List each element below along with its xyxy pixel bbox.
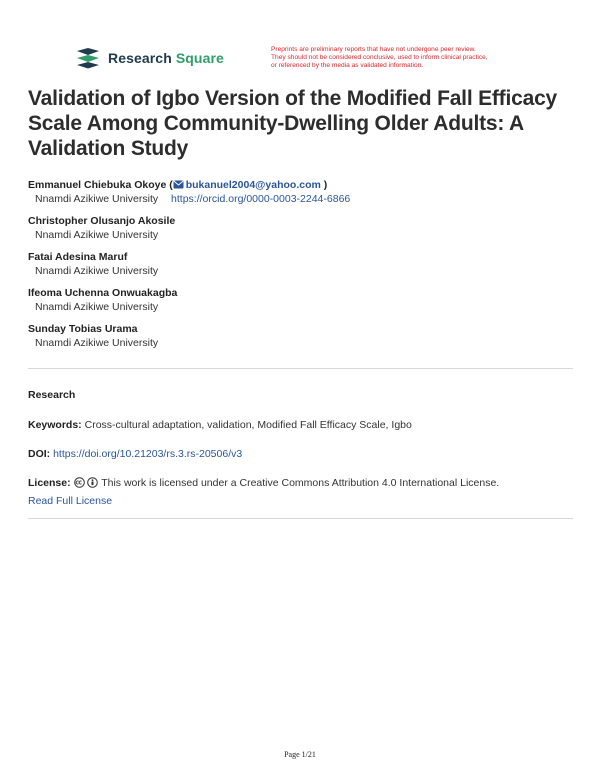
author-affiliation: Nnamdi Azikiwe University bbox=[35, 337, 159, 349]
disclaimer-line: They should not be considered conclusive, used to inform clinical practice, bbox=[271, 54, 488, 61]
author-name: Ifeoma Uchenna Onwuakagba bbox=[28, 287, 178, 299]
read-license-row bbox=[28, 494, 573, 508]
attribution-icon bbox=[87, 477, 98, 488]
doi-row bbox=[28, 447, 573, 461]
keywords-row bbox=[28, 418, 573, 432]
doi-label: DOI: bbox=[28, 448, 51, 460]
divider bbox=[28, 368, 573, 369]
divider bbox=[28, 518, 573, 519]
page-number: Page 1/21 bbox=[284, 750, 316, 759]
author-name: Sunday Tobias Urama bbox=[28, 323, 138, 335]
doi-link[interactable]: https://doi.org/10.21203/rs.3.rs-20506/v3 bbox=[53, 448, 243, 460]
research-square-logo-icon bbox=[75, 47, 101, 69]
license-row bbox=[28, 476, 573, 490]
author-name: Fatai Adesina Maruf bbox=[28, 251, 128, 263]
author-affiliation: Nnamdi Azikiwe University bbox=[35, 229, 159, 241]
preprint-disclaimer bbox=[271, 46, 536, 70]
envelope-icon bbox=[173, 180, 184, 189]
article-type-text: Research bbox=[28, 389, 76, 401]
paper-title: Validation of Igbo Version of the Modified Fall Efficacy Scale Among Community-Dwelling Older Adults: A Validation Study bbox=[28, 87, 558, 160]
author-name: Christopher Olusanjo Akosile bbox=[28, 215, 176, 227]
read-full-license-link[interactable]: Read Full License bbox=[28, 495, 113, 507]
logo-text-square: Square bbox=[175, 50, 224, 66]
author-list bbox=[28, 178, 573, 358]
license-text: This work is licensed under a Creative Commons Attribution 4.0 International License. bbox=[101, 477, 500, 489]
license-label: License: bbox=[28, 477, 71, 489]
keywords-label: Keywords: bbox=[28, 419, 82, 431]
creative-commons-icon bbox=[74, 477, 85, 488]
author-affiliation: Nnamdi Azikiwe University bbox=[35, 301, 159, 313]
affiliation-text: Nnamdi Azikiwe University bbox=[35, 193, 159, 205]
article-type bbox=[28, 388, 573, 402]
orcid-link[interactable]: https://orcid.org/0000-0003-2244-6866 bbox=[171, 193, 351, 205]
author-name bbox=[28, 178, 573, 192]
disclaimer-line: or referenced by the media as validated information. bbox=[271, 62, 424, 69]
author-email-group: ( bukanuel2004@yahoo.com ) bbox=[169, 179, 328, 191]
author-affiliation bbox=[35, 192, 573, 206]
logo-text-research: Research bbox=[108, 50, 172, 66]
author-name-text: Emmanuel Chiebuka Okoye bbox=[28, 179, 167, 191]
author-affiliation: Nnamdi Azikiwe University bbox=[35, 265, 159, 277]
author-email-link[interactable]: bukanuel2004@yahoo.com bbox=[185, 179, 321, 191]
disclaimer-line: Preprints are preliminary reports that have not undergone peer review. bbox=[271, 46, 476, 53]
keywords-text: Cross-cultural adaptation, validation, Modified Fall Efficacy Scale, Igbo bbox=[84, 419, 412, 431]
logo-text bbox=[108, 50, 224, 66]
research-square-logo[interactable] bbox=[75, 47, 224, 69]
